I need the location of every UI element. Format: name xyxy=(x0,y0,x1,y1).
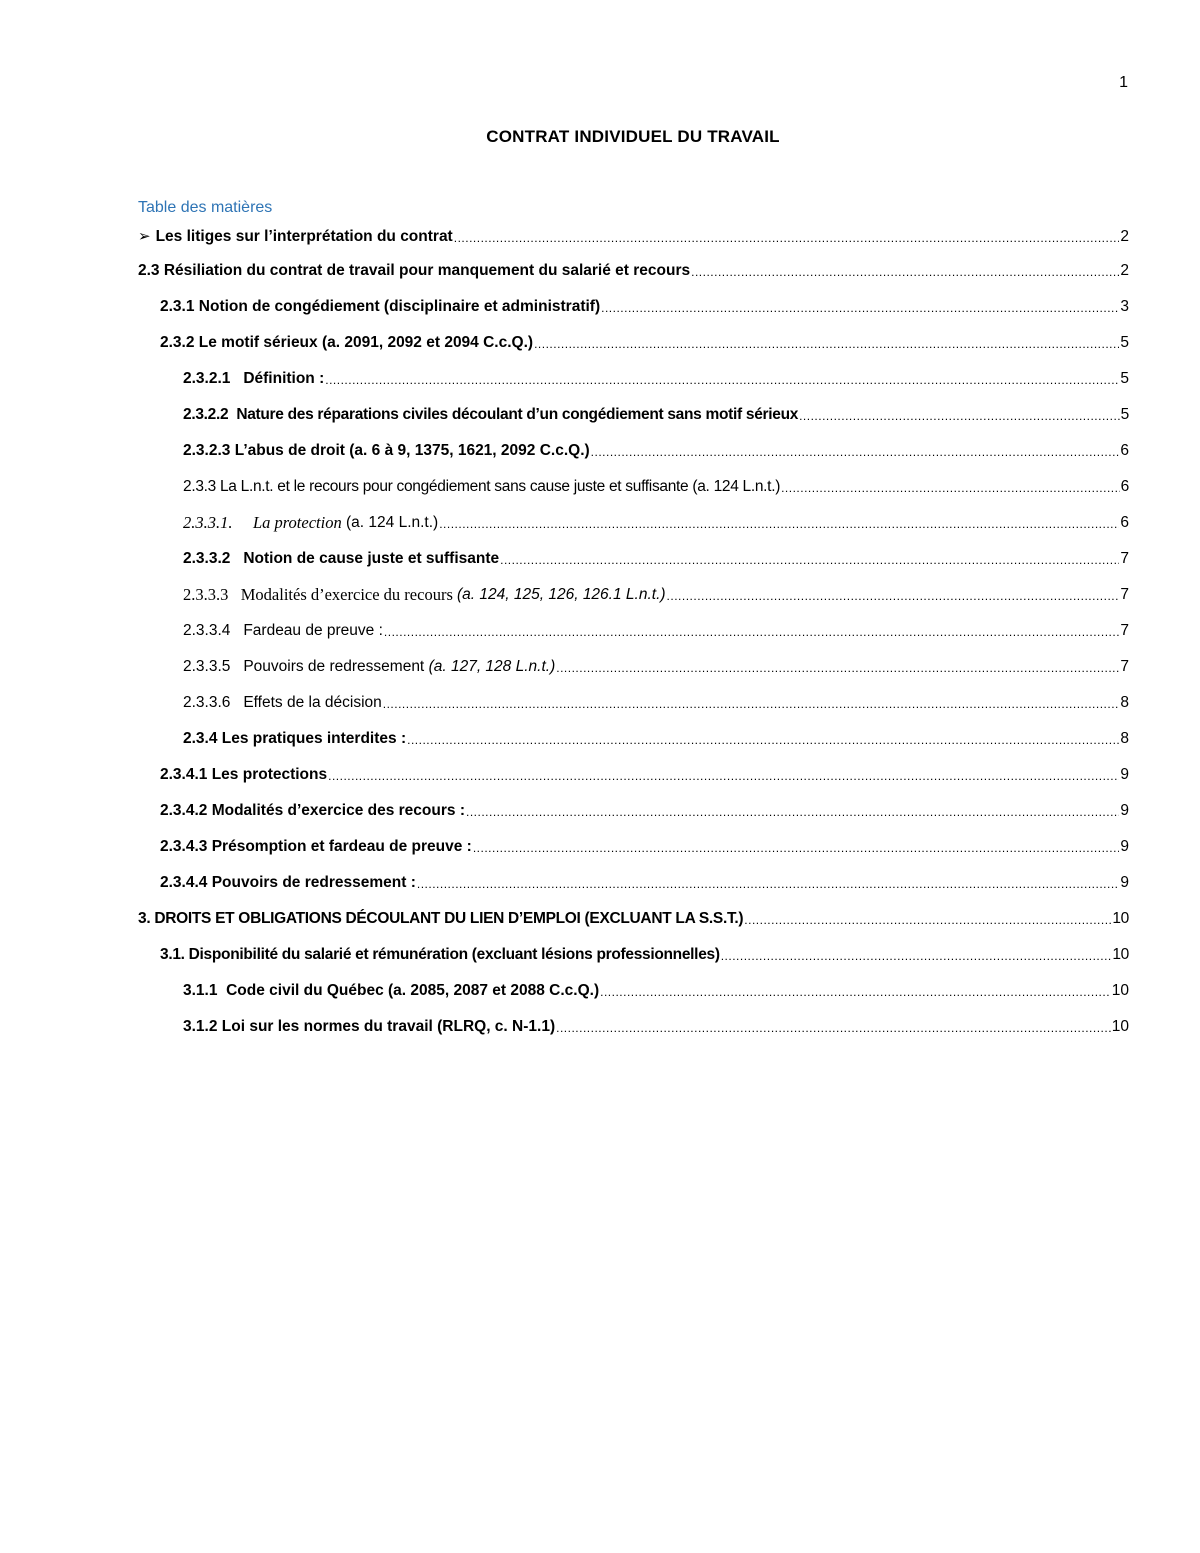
toc-entry[interactable] xyxy=(138,538,1129,574)
toc-entry-page: 5 xyxy=(1120,406,1129,423)
dot-leader xyxy=(721,949,1112,965)
toc-entry-label: 2.3.3.2 Notion de cause juste et suffisante xyxy=(183,550,500,567)
toc-entry-label: 2.3.2.3 L’abus de droit (a. 6 à 9, 1375, 1621, 2092 C.c.Q.) xyxy=(183,442,590,459)
dot-leader xyxy=(781,481,1120,497)
toc-entry-page: 7 xyxy=(1120,622,1129,639)
dot-leader xyxy=(417,877,1120,893)
dot-leader xyxy=(667,589,1120,605)
toc-entry-page: 10 xyxy=(1111,1018,1129,1035)
toc-entry[interactable] xyxy=(138,358,1129,394)
dot-leader xyxy=(500,553,1119,569)
toc-entry-label: 2.3 Résiliation du contrat de travail pour manquement du salarié et recours xyxy=(138,262,691,279)
toc-entry-label: 3.1.2 Loi sur les normes du travail (RLRQ, c. N-1.1) xyxy=(183,1018,556,1035)
toc-entry-page: 9 xyxy=(1120,874,1129,891)
dot-leader xyxy=(454,231,1120,247)
toc-entry[interactable] xyxy=(138,466,1129,502)
dot-leader xyxy=(691,265,1119,281)
arrowhead-bullet-icon: ➢ xyxy=(138,228,151,245)
toc-entry-label: 2.3.4.2 Modalités d’exercice des recours : xyxy=(160,802,465,819)
toc-entry[interactable] xyxy=(138,322,1129,358)
toc-entry-page: 10 xyxy=(1112,946,1129,963)
toc-entry-label: 3. DROITS ET OBLIGATIONS DÉCOULANT DU LIEN D’EMPLOI (EXCLUANT LA S.S.T.) xyxy=(138,910,744,927)
dot-leader xyxy=(466,805,1119,821)
page-number: 1 xyxy=(1119,74,1128,91)
dot-leader xyxy=(328,769,1119,785)
toc-entry-page: 9 xyxy=(1120,838,1129,855)
toc-entry-label: 2.3.1 Notion de congédiement (disciplinaire et administratif) xyxy=(160,298,601,315)
toc-entry-label: 2.3.2.1 Définition : xyxy=(183,370,325,387)
document-title: CONTRAT INDIVIDUEL DU TRAVAIL xyxy=(486,127,780,146)
toc-entry-label-italic: La protection xyxy=(252,513,342,532)
toc-entry-label: 2.3.4.3 Présomption et fardeau de preuve : xyxy=(160,838,472,855)
dot-leader xyxy=(600,985,1111,1001)
toc-entry[interactable] xyxy=(138,394,1129,430)
table-of-contents xyxy=(138,226,1129,1042)
dot-leader xyxy=(556,661,1119,677)
toc-entry-label: 2.3.3 La L.n.t. et le recours pour congédiement sans cause juste et suffisante (a. 124 L.n.t.) xyxy=(183,478,781,495)
dot-leader xyxy=(534,337,1119,353)
toc-entry-label: 2.3.2 Le motif sérieux (a. 2091, 2092 et 2094 C.c.Q.) xyxy=(160,334,534,351)
dot-leader xyxy=(383,697,1120,713)
dot-leader xyxy=(407,733,1119,749)
toc-entry-page: 6 xyxy=(1120,478,1129,495)
toc-entry[interactable] xyxy=(138,682,1129,718)
dot-leader xyxy=(799,409,1120,425)
dot-leader xyxy=(439,517,1119,533)
toc-entry-page: 2 xyxy=(1120,228,1129,245)
toc-entry-page: 9 xyxy=(1120,766,1129,783)
dot-leader xyxy=(744,913,1111,929)
dot-leader xyxy=(556,1021,1111,1037)
toc-entry-page: 9 xyxy=(1120,802,1129,819)
toc-entry[interactable] xyxy=(138,430,1129,466)
toc-entry[interactable] xyxy=(138,610,1129,646)
toc-entry-label: 2.3.4.4 Pouvoirs de redressement : xyxy=(160,874,416,891)
toc-entry-label: 3.1.1 Code civil du Québec (a. 2085, 2087 et 2088 C.c.Q.) xyxy=(183,982,600,999)
dot-leader xyxy=(591,445,1120,461)
toc-entry-page: 8 xyxy=(1120,730,1129,747)
toc-entry-page: 10 xyxy=(1112,910,1129,927)
dot-leader xyxy=(384,625,1119,641)
toc-entry[interactable] xyxy=(138,790,1129,826)
toc-entry-number: 2.3.3.1. xyxy=(183,513,233,532)
toc-entry-label: (a. 124 L.n.t.) xyxy=(341,514,439,531)
toc-entry-label: 2.3.2.2 Nature des réparations civiles découlant d’un congédiement sans motif sérieux xyxy=(183,406,799,423)
toc-entry-page: 10 xyxy=(1111,982,1129,999)
toc-entry[interactable] xyxy=(138,826,1129,862)
toc-entry[interactable] xyxy=(138,286,1129,322)
toc-entry[interactable] xyxy=(138,970,1129,1006)
toc-entry-page: 6 xyxy=(1120,442,1129,459)
toc-entry-page: 7 xyxy=(1120,550,1129,567)
toc-entry-page: 2 xyxy=(1120,262,1129,279)
toc-heading: Table des matières xyxy=(138,199,273,216)
dot-leader xyxy=(601,301,1119,317)
toc-entry-label: 3.1. Disponibilité du salarié et rémunération (excluant lésions professionnelles) xyxy=(160,946,720,963)
toc-entry-page: 5 xyxy=(1120,370,1129,387)
toc-entry[interactable] xyxy=(138,718,1129,754)
dot-leader xyxy=(325,373,1119,389)
toc-entry[interactable] xyxy=(138,1006,1129,1042)
toc-entry[interactable] xyxy=(138,502,1129,538)
toc-entry-page: 6 xyxy=(1120,514,1129,531)
toc-entry[interactable] xyxy=(138,226,1129,250)
toc-entry-page: 7 xyxy=(1120,658,1129,675)
toc-entry-label: Les litiges sur l’interprétation du contrat xyxy=(155,228,453,245)
toc-entry[interactable] xyxy=(138,574,1129,610)
toc-entry-page: 8 xyxy=(1120,694,1129,711)
toc-entry-label: 2.3.3.6 Effets de la décision xyxy=(183,694,382,711)
toc-entry[interactable] xyxy=(138,862,1129,898)
toc-entry[interactable] xyxy=(138,250,1129,286)
toc-entry[interactable] xyxy=(138,646,1129,682)
toc-entry-label: 2.3.3.4 Fardeau de preuve : xyxy=(183,622,383,639)
toc-entry-label: 2.3.3.3 Modalités d’exercice du recours xyxy=(183,585,457,604)
toc-entry-label: 2.3.4.1 Les protections xyxy=(160,766,328,783)
toc-entry[interactable] xyxy=(138,754,1129,790)
toc-entry-page: 7 xyxy=(1120,586,1129,603)
toc-entry-label-italic: (a. 124, 125, 126, 126.1 L.n.t.) xyxy=(457,586,666,603)
dot-leader xyxy=(473,841,1120,857)
toc-entry-page: 3 xyxy=(1120,298,1129,315)
toc-entry-page: 5 xyxy=(1120,334,1129,351)
toc-entry-label-italic: (a. 127, 128 L.n.t.) xyxy=(428,658,556,675)
toc-entry-label: 2.3.4 Les pratiques interdites : xyxy=(183,730,407,747)
toc-entry-label: 2.3.3.5 Pouvoirs de redressement xyxy=(183,658,429,675)
toc-entry[interactable] xyxy=(138,934,1129,970)
toc-entry[interactable] xyxy=(138,898,1129,934)
